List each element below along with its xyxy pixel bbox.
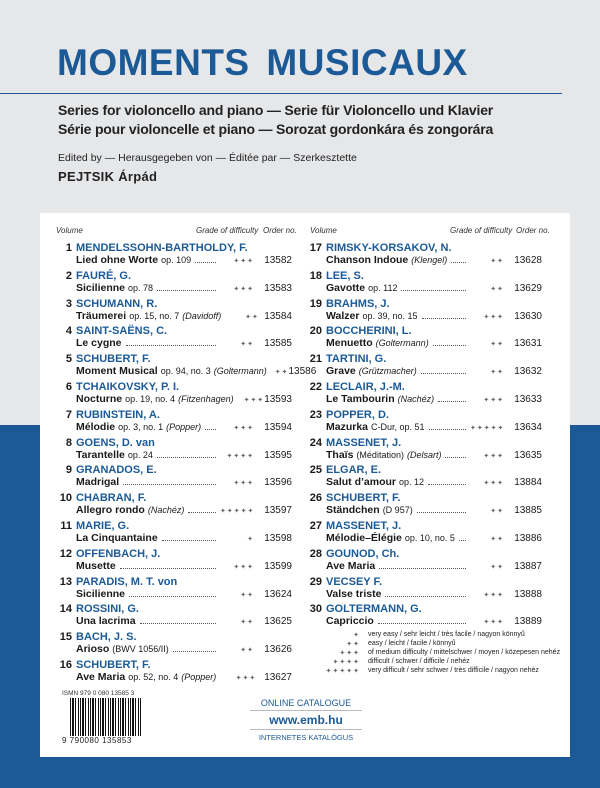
dot-leader [421, 366, 466, 374]
difficulty-stars: ✦✦✦ [233, 563, 254, 571]
dot-leader [120, 561, 216, 569]
composer-name: GRANADOS, E. [76, 464, 157, 477]
work-line [76, 588, 292, 600]
work-title: Tarantelle [76, 448, 125, 461]
work-title: La Cinquantaine [76, 532, 158, 544]
volume-entry [52, 464, 292, 491]
work-line [76, 449, 292, 461]
order-number: 13888 [514, 588, 542, 600]
volume-number: 9 [65, 464, 72, 477]
legend-text: easy / leicht / facile / könnyű [368, 640, 456, 647]
work-line [76, 365, 317, 378]
dot-leader [378, 616, 466, 624]
arranger: (Grützmacher) [358, 366, 417, 377]
difficulty-stars: ✦✦✦ [233, 285, 254, 293]
volume-number: 23 [309, 408, 322, 421]
work-line [326, 588, 542, 600]
difficulty-stars: ✦✦ [240, 341, 254, 349]
legend-text: very difficult / sehr schwer / très difficile / nagyon nehéz [368, 667, 539, 674]
volume-entry [52, 437, 292, 464]
work-detail: op. 112 [368, 282, 398, 293]
work-title: Arioso [76, 643, 110, 656]
legend-text: difficult / schwer / difficile / nehéz [368, 658, 470, 665]
volume-entry [302, 270, 542, 297]
order-number: 13582 [264, 255, 292, 266]
volume-number: 20 [309, 325, 322, 338]
volume-entry [52, 325, 292, 352]
difficulty-stars: ✦✦ [245, 313, 259, 321]
dot-leader [162, 533, 216, 541]
order-number: 13631 [514, 338, 542, 350]
volume-entry [302, 437, 542, 464]
composer-name: TARTINI, G. [326, 353, 387, 366]
volume-number: 14 [59, 603, 72, 616]
dot-leader [173, 644, 216, 652]
work-line [76, 671, 292, 683]
volume-entry [302, 492, 542, 519]
composer-name: VECSEY F. [326, 575, 383, 588]
order-number: 13596 [264, 477, 292, 489]
composer-name: RIMSKY-KORSAKOV, N. [326, 242, 452, 254]
dot-leader [126, 338, 216, 346]
work-title: Le Tambourin [326, 393, 395, 405]
work-title: Salut d’amour [326, 476, 397, 489]
volume-entry [52, 603, 292, 630]
work-line [76, 643, 292, 655]
work-line [326, 421, 542, 433]
arranger: (Goltermann) [213, 366, 267, 377]
dot-leader [195, 255, 216, 263]
difficulty-stars: ✦✦ [490, 258, 504, 265]
order-number: 13889 [514, 616, 542, 628]
work-title: Una lacrima [76, 615, 136, 628]
work-line [326, 560, 542, 572]
order-number: 13884 [514, 477, 542, 489]
order-number: 13887 [514, 560, 542, 572]
order-number: 13628 [514, 255, 542, 266]
volume-number: 17 [309, 242, 322, 254]
volume-number: 13 [59, 575, 72, 588]
col-order-header: Order no. [263, 226, 297, 235]
dot-leader [433, 338, 466, 346]
col-grade-header: Grade of difficulty [450, 226, 513, 235]
difficulty-stars: ✦✦✦ [483, 591, 504, 599]
order-number: 13594 [264, 421, 292, 433]
arranger: (Davidoff) [182, 310, 222, 321]
dot-leader [157, 450, 216, 458]
difficulty-stars: ✦✦✦✦ [226, 452, 254, 460]
work-line [76, 560, 292, 572]
order-number: 13585 [264, 338, 292, 350]
order-number: 13597 [264, 505, 292, 517]
work-title: Valse triste [326, 587, 382, 600]
volume-entry [302, 381, 542, 408]
order-number: 13598 [264, 533, 292, 544]
work-detail: op. 12 [399, 477, 425, 488]
work-title: Musette [76, 559, 116, 572]
volume-entry [52, 270, 292, 297]
catalogue-label-hu: INTERNETES KATALÓGUS [258, 733, 354, 742]
composer-name: TCHAIKOVSKY, P. I. [76, 381, 180, 393]
barcode-bars [70, 698, 142, 736]
order-number: 13630 [514, 310, 542, 322]
volume-number: 30 [309, 603, 322, 616]
volume-number: 21 [309, 353, 322, 366]
work-title: Allegro rondo [76, 504, 145, 517]
work-detail: op. 19, no. 4 [125, 394, 176, 404]
legend-row [320, 657, 560, 666]
order-number: 13634 [514, 421, 542, 433]
volume-entry [302, 464, 542, 491]
volume-number: 25 [309, 464, 322, 477]
difficulty-stars: ✦✦✦✦✦ [220, 508, 255, 516]
subtitle-line-2: Série pour violoncelle et piano — Sorozat gordonkára és zongorára [58, 121, 494, 137]
arranger: (Nachéz) [397, 394, 435, 404]
website-link[interactable]: www.emb.hu [250, 711, 362, 730]
work-detail: (Méditation) [356, 449, 404, 460]
difficulty-stars: ✦✦✦ [233, 480, 254, 488]
order-number: 13627 [264, 672, 292, 683]
volume-entry [52, 576, 292, 603]
volume-number: 3 [65, 297, 72, 310]
work-line [76, 393, 292, 405]
work-line [76, 421, 292, 433]
work-line [326, 532, 542, 544]
work-line [326, 393, 542, 405]
work-title: Mélodie–Élégie [326, 532, 402, 544]
work-title: Grave [326, 365, 356, 378]
composer-name: PARADIS, M. T. von [76, 575, 178, 588]
volume-number: 11 [60, 520, 72, 532]
volume-entry [302, 548, 542, 575]
series-title: MOMENTS MUSICAUX [57, 42, 468, 83]
composer-name: SCHUMANN, R. [76, 297, 158, 310]
composer-name: SCHUBERT, F. [76, 659, 151, 671]
order-number: 13626 [264, 644, 292, 656]
dot-leader [451, 255, 466, 263]
composer-name: SAINT-SAËNS, C. [76, 325, 168, 338]
work-line [326, 310, 542, 322]
volume-number: 24 [309, 436, 322, 449]
volume-number: 27 [309, 520, 322, 532]
volume-entry [52, 242, 292, 269]
order-number: 13599 [264, 560, 292, 572]
work-line [326, 254, 542, 266]
order-number: 13633 [514, 394, 542, 405]
work-title: Chanson Indoue [326, 254, 409, 266]
order-number: 13625 [264, 616, 292, 628]
difficulty-stars: ✦✦ [490, 341, 504, 349]
order-number: 13593 [264, 394, 292, 405]
dot-leader [140, 616, 216, 624]
volume-number: 8 [65, 436, 72, 449]
composer-name: MASSENET, J. [326, 436, 402, 449]
difficulty-stars: ✦✦ [490, 508, 504, 516]
order-number: 13886 [514, 533, 542, 544]
volume-entry [302, 520, 542, 547]
dot-leader [438, 394, 466, 402]
composer-name: POPPER, D. [326, 408, 389, 421]
work-line [326, 337, 542, 349]
volume-number: 4 [65, 325, 72, 338]
work-title: Ave Maria [326, 559, 376, 572]
col-volume-header: Volume [310, 226, 337, 235]
difficulty-stars: ✦✦✦✦✦ [470, 424, 505, 432]
order-number: 13586 [288, 366, 317, 378]
difficulty-stars: ✦✦✦ [235, 675, 257, 682]
arranger: (Popper) [181, 672, 217, 682]
work-line [76, 254, 292, 266]
work-title: Sicilienne [76, 281, 126, 294]
volume-number: 19 [309, 297, 322, 310]
title-rule [0, 93, 562, 94]
legend-row [320, 639, 560, 648]
difficulty-stars: ✦✦ [490, 563, 504, 571]
difficulty-stars: ✦✦✦ [243, 397, 265, 404]
work-line [326, 615, 542, 627]
work-title: Moment Musical [76, 365, 158, 378]
work-line [326, 449, 542, 461]
arranger: (Delsart) [406, 449, 442, 460]
online-catalogue [250, 698, 362, 742]
composer-name: BACH, J. S. [76, 631, 137, 644]
volume-entry [52, 520, 292, 547]
composer-name: MASSENET, J. [326, 520, 402, 532]
volume-entry [302, 242, 542, 269]
work-line [76, 282, 292, 294]
volume-entry [52, 298, 292, 325]
difficulty-stars: ✦✦ [240, 619, 254, 627]
arranger: (Nachéz) [147, 505, 185, 516]
difficulty-legend [320, 630, 560, 675]
order-number: 13624 [264, 588, 292, 600]
composer-name: GOENS, D. van [76, 436, 155, 449]
work-detail: op. 15, no. 7 [129, 310, 180, 321]
work-line [326, 365, 542, 377]
work-detail: op. 39, no. 15 [362, 310, 418, 321]
work-detail: (D 957) [382, 505, 413, 516]
col-grade-header: Grade of difficulty [196, 226, 259, 235]
dot-leader [422, 311, 466, 319]
volume-entry [52, 409, 292, 436]
volume-entry [302, 325, 542, 352]
volume-number: 26 [309, 492, 322, 505]
arranger: (Fitzenhagen) [178, 394, 234, 404]
work-detail: op. 78 [128, 282, 154, 293]
dot-leader [188, 505, 216, 513]
work-detail: op. 109 [161, 255, 192, 265]
work-title: Capriccio [326, 615, 374, 628]
dot-leader [129, 589, 216, 597]
legend-row [320, 648, 560, 657]
arranger: (Popper) [166, 421, 202, 432]
order-number: 13584 [264, 310, 292, 322]
legend-stars: ✦✦✦✦ [332, 658, 360, 666]
legend-stars: ✦✦✦ [339, 649, 360, 657]
volume-number: 10 [59, 492, 72, 505]
work-title: Gavotte [326, 281, 366, 294]
work-detail: op. 24 [127, 449, 153, 460]
work-title: Lied ohne Worte [76, 254, 159, 266]
volume-number: 18 [309, 269, 322, 282]
work-title: Sicilienne [76, 587, 126, 600]
volume-entry [52, 548, 292, 575]
work-detail: op. 94, no. 3 [160, 366, 211, 377]
work-line [326, 504, 542, 516]
work-line [326, 476, 542, 488]
work-detail: C-Dur, op. 51 [371, 421, 425, 432]
difficulty-stars: ✦✦✦ [483, 619, 504, 627]
work-title: Ave Maria [76, 671, 126, 683]
online-catalogue-label: ONLINE CATALOGUE [250, 698, 362, 711]
volume-number: 15 [59, 631, 72, 644]
volume-entry [52, 659, 292, 686]
arranger: (Klengel) [411, 255, 448, 265]
difficulty-stars: ✦✦ [274, 369, 289, 377]
legend-text: very easy / sehr leicht / très facile / nagyon könnyű [368, 631, 525, 638]
barcode-number: 9 790080 135853 [62, 736, 132, 745]
difficulty-stars: ✦✦✦ [483, 313, 504, 321]
work-line [76, 310, 292, 322]
legend-stars: ✦✦✦✦✦ [325, 667, 360, 675]
dot-leader [417, 505, 466, 513]
difficulty-stars: ✦✦✦ [483, 452, 504, 460]
composer-name: LEE, S. [326, 269, 364, 282]
volume-number: 16 [59, 659, 72, 671]
dot-leader [428, 477, 466, 485]
composer-name: ELGAR, E. [326, 464, 382, 477]
dot-leader [379, 561, 466, 569]
volume-number: 5 [65, 353, 72, 366]
order-number: 13635 [514, 449, 542, 461]
composer-name: LECLAIR, J.-M. [326, 381, 405, 393]
volume-entry [302, 353, 542, 380]
editor-name: PEJTSIK Árpád [58, 169, 158, 184]
dot-leader [459, 533, 466, 541]
composer-name: FAURÉ, G. [76, 269, 132, 282]
work-title: Ständchen [326, 504, 380, 517]
work-title: Träumerei [76, 309, 127, 322]
order-number: 13632 [514, 366, 542, 378]
volume-entry [302, 576, 542, 603]
work-line [76, 532, 292, 544]
dot-leader [205, 422, 216, 430]
edited-by-label: Edited by — Herausgegeben von — Éditée par — Szerkesztette [58, 152, 357, 164]
work-title: Mélodie [76, 420, 116, 433]
volume-number: 29 [309, 575, 322, 588]
work-line [76, 615, 292, 627]
volume-number: 2 [65, 269, 72, 282]
composer-name: GOUNOD, Ch. [326, 547, 400, 560]
volume-entry [302, 298, 542, 325]
difficulty-stars: ✦✦ [240, 591, 254, 599]
work-line [76, 337, 292, 349]
order-number: 13595 [264, 449, 292, 461]
volume-entry [52, 631, 292, 658]
difficulty-stars: ✦✦✦ [233, 258, 254, 265]
difficulty-stars: ✦✦ [240, 647, 254, 655]
legend-stars: ✦✦ [346, 640, 360, 648]
composer-name: OFFENBACH, J. [76, 547, 161, 560]
work-detail: op. 3, no. 1 [118, 421, 164, 432]
work-detail: (BWV 1056/II) [112, 644, 169, 655]
order-number: 13629 [514, 282, 542, 294]
volume-number: 12 [59, 547, 72, 560]
legend-stars: ✦ [353, 631, 360, 639]
composer-name: MARIE, G. [76, 520, 130, 532]
volume-entry [302, 603, 542, 630]
order-number: 13885 [514, 505, 542, 517]
legend-row [320, 630, 560, 639]
composer-name: ROSSINI, G. [76, 603, 139, 616]
col-volume-header: Volume [56, 226, 83, 235]
composer-name: SCHUBERT, F. [326, 492, 401, 505]
composer-name: CHABRAN, F. [76, 492, 147, 505]
ismn-text: ISMN 979 0 080 13585 3 [62, 690, 135, 697]
difficulty-stars: ✦✦✦ [483, 397, 504, 404]
work-line [76, 504, 292, 516]
dot-leader [429, 422, 466, 430]
work-title: Le cygne [76, 337, 122, 350]
work-title: Thaïs [326, 448, 354, 461]
dot-leader [445, 450, 466, 458]
volume-number: 22 [309, 381, 322, 393]
arranger: (Goltermann) [375, 338, 429, 349]
dot-leader [123, 477, 216, 485]
difficulty-stars: ✦✦ [490, 285, 504, 293]
subtitle-line-1: Series for violoncello and piano — Serie für Violoncello und Klavier [58, 102, 494, 118]
difficulty-stars: ✦✦✦ [483, 480, 504, 488]
col-order-header: Order no. [516, 226, 550, 235]
work-title: Mazurka [326, 420, 369, 433]
volume-entry [52, 492, 292, 519]
composer-name: BRAHMS, J. [326, 297, 390, 310]
volume-number: 6 [65, 381, 72, 393]
order-number: 13583 [264, 282, 292, 294]
legend-text: of medium difficulty / mittelschwer / moyen / közepesen nehéz [368, 649, 561, 656]
work-line [76, 476, 292, 488]
volume-number: 1 [65, 242, 72, 254]
difficulty-stars: ✦✦✦ [233, 424, 254, 432]
volume-entry [52, 381, 292, 408]
difficulty-stars: ✦ [247, 536, 254, 543]
barcode [62, 690, 142, 746]
work-detail: op. 52, no. 4 [128, 672, 179, 682]
legend-row [320, 666, 560, 675]
composer-name: BOCCHERINI, L. [326, 325, 412, 338]
volume-number: 7 [65, 408, 72, 421]
composer-name: RUBINSTEIN, A. [76, 408, 160, 421]
work-title: Madrigal [76, 476, 120, 489]
work-line [326, 282, 542, 294]
volume-entry [302, 409, 542, 436]
composer-name: GOLTERMANN, G. [326, 603, 422, 616]
difficulty-stars: ✦✦ [490, 536, 504, 543]
composer-name: SCHUBERT, F. [76, 353, 151, 366]
dot-leader [385, 589, 466, 597]
dot-leader [157, 283, 216, 291]
composer-name: MENDELSSOHN-BARTHOLDY, F. [76, 242, 248, 254]
volume-number: 28 [309, 547, 322, 560]
work-title: Nocturne [76, 393, 123, 405]
work-detail: op. 10, no. 5 [404, 533, 455, 543]
work-title: Walzer [326, 309, 360, 322]
dot-leader [401, 283, 466, 291]
work-title: Menuetto [326, 337, 373, 350]
difficulty-stars: ✦✦ [490, 369, 504, 377]
